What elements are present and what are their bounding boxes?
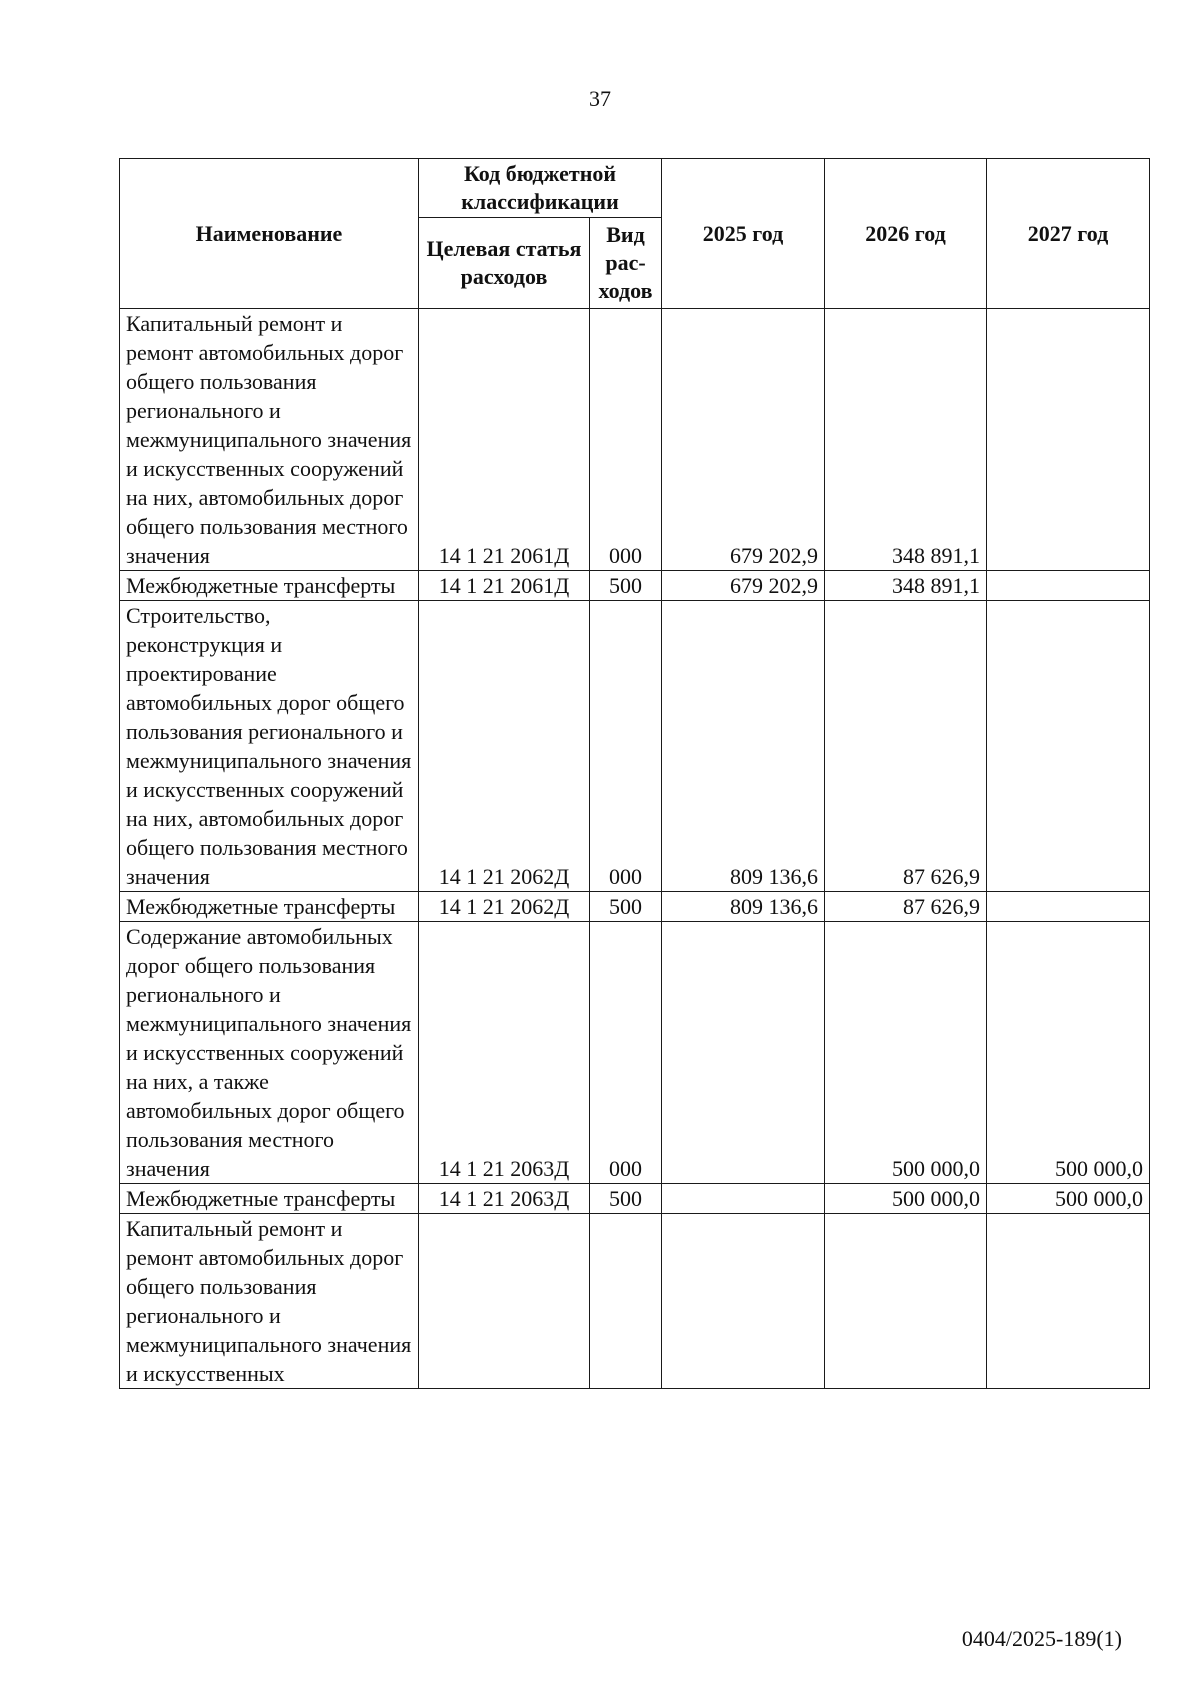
row-expense-type: 000: [590, 922, 662, 1184]
row-2026: 348 891,1: [825, 571, 987, 601]
row-2026: 87 626,9: [825, 601, 987, 892]
row-2025: [662, 1184, 825, 1214]
row-2027: 500 000,0: [987, 1184, 1150, 1214]
table-row: [120, 922, 1150, 1184]
row-2026: 500 000,0: [825, 922, 987, 1184]
row-2025: 679 202,9: [662, 571, 825, 601]
row-2027: 500 000,0: [987, 922, 1150, 1184]
row-target-article: 14 1 21 2062Д: [419, 601, 590, 892]
row-2026: 348 891,1: [825, 309, 987, 571]
page-number: 37: [589, 86, 611, 111]
header-row-1: [120, 159, 1150, 218]
table-row: [120, 1184, 1150, 1214]
row-2027: [987, 571, 1150, 601]
row-target-article: [419, 1214, 590, 1389]
row-target-article: 14 1 21 2063Д: [419, 922, 590, 1184]
row-2026: [825, 1214, 987, 1389]
row-2027: [987, 601, 1150, 892]
row-2026: 87 626,9: [825, 892, 987, 922]
row-expense-type: 500: [590, 1184, 662, 1214]
row-target-article: 14 1 21 2062Д: [419, 892, 590, 922]
row-2025: 809 136,6: [662, 892, 825, 922]
row-expense-type: [590, 1214, 662, 1389]
row-target-article: 14 1 21 2061Д: [419, 571, 590, 601]
header-target-article: Целевая статья расходов: [419, 218, 590, 309]
document-id: 0404/2025-189(1): [961, 1626, 1122, 1651]
row-name: Капитальный ремонт и ремонт автомобильных дорог общего пользования регионального и межмуниципального значения и искусственных: [120, 1214, 419, 1389]
row-2027: [987, 892, 1150, 922]
row-name: Межбюджетные трансферты: [120, 1184, 419, 1214]
header-2027: 2027 год: [987, 159, 1150, 309]
row-name: Строительство, реконструкция и проектирование автомобильных дорог общего пользования регионального и межмуниципального значения и искусственных сооружений на них, автомобильных дорог общего пользования местного значения: [120, 601, 419, 892]
table-row: [120, 601, 1150, 892]
header-2025: 2025 год: [662, 159, 825, 309]
row-expense-type: 500: [590, 892, 662, 922]
header-expense-type: Вид рас- ходов: [590, 218, 662, 309]
row-name: Межбюджетные трансферты: [120, 571, 419, 601]
row-expense-type: 000: [590, 309, 662, 571]
row-target-article: 14 1 21 2063Д: [419, 1184, 590, 1214]
table-row: [120, 1214, 1150, 1389]
row-name: Межбюджетные трансферты: [120, 892, 419, 922]
table-row: [120, 892, 1150, 922]
row-2025: 679 202,9: [662, 309, 825, 571]
row-2025: [662, 922, 825, 1184]
row-2025: 809 136,6: [662, 601, 825, 892]
row-expense-type: 500: [590, 571, 662, 601]
row-name: Капитальный ремонт и ремонт автомобильных дорог общего пользования регионального и межмуниципального значения и искусственных сооружений на них, автомобильных дорог общего пользования местного значения: [120, 309, 419, 571]
header-name: Наименование: [120, 159, 419, 309]
row-2026: 500 000,0: [825, 1184, 987, 1214]
row-2027: [987, 1214, 1150, 1389]
row-name: Содержание автомобильных дорог общего пользования регионального и межмуниципального значения и искусственных сооружений на них, а также автомобильных дорог общего пользования местного значения: [120, 922, 419, 1184]
header-2026: 2026 год: [825, 159, 987, 309]
row-expense-type: 000: [590, 601, 662, 892]
table-row: [120, 571, 1150, 601]
budget-table: [119, 158, 1150, 1389]
row-2025: [662, 1214, 825, 1389]
header-code-group: Код бюджетной классификации: [419, 159, 662, 218]
row-target-article: 14 1 21 2061Д: [419, 309, 590, 571]
row-2027: [987, 309, 1150, 571]
table-row: [120, 309, 1150, 571]
